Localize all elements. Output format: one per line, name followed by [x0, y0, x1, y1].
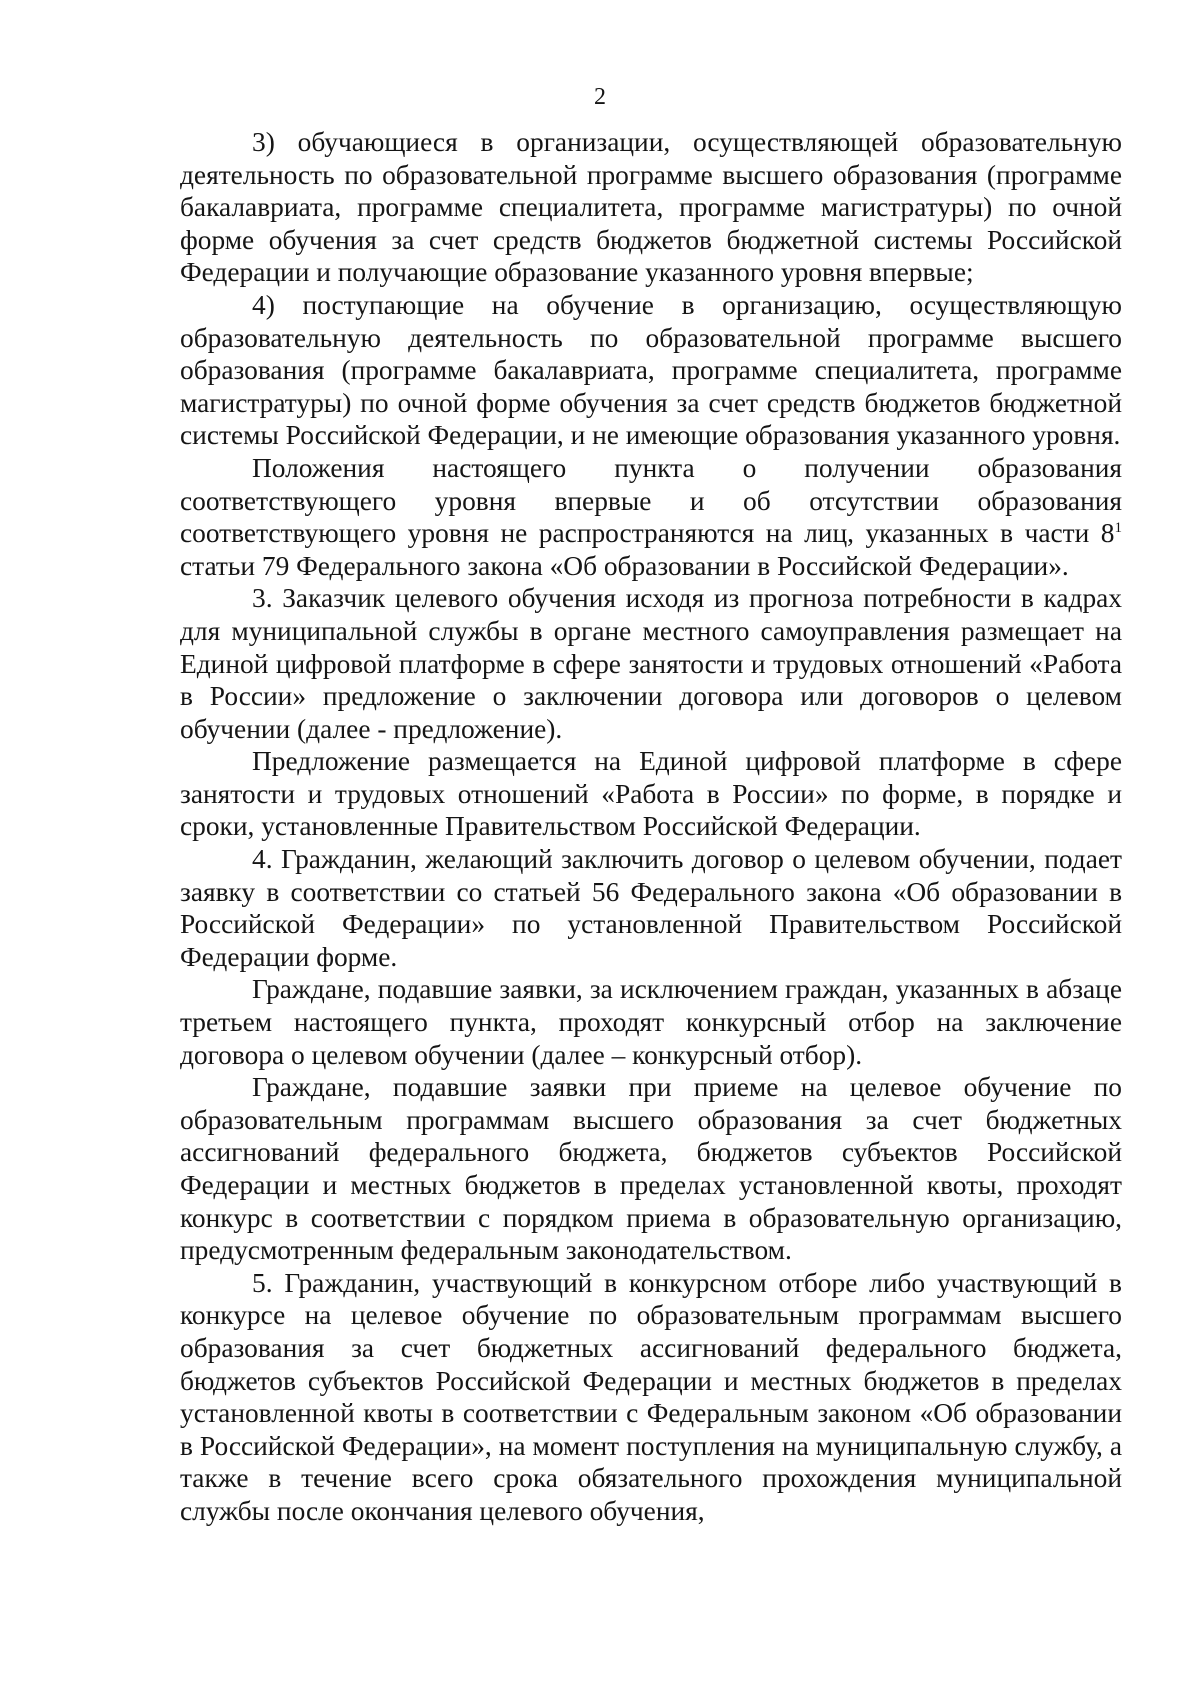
- superscript-part-number: 1: [1114, 520, 1122, 537]
- paragraph-clause-4: 4. Гражданин, желающий заключить договор о целевом обучении, подает заявку в соответствии со статьей 56 Федерального закона «Об образовании в Российской Федерации» по установленной Правительством Российской Федерации форме.: [180, 844, 1122, 972]
- paragraph-provisions-text-end: статьи 79 Федерального закона «Об образовании в Российской Федерации».: [180, 550, 1069, 581]
- paragraph-competitive-selection: Граждане, подавшие заявки, за исключением граждан, указанных в абзаце третьем настоящего пункта, проходят конкурсный отбор на заключение договора о целевом обучении (далее – конкурсный отбор).: [180, 974, 1122, 1070]
- paragraph-clause-5: 5. Гражданин, участвующий в конкурсном отборе либо участвующий в конкурсе на целевое обучение по образовательным программам высшего образования за счет бюджетных ассигнований федерального бюджета, бюджетов субъектов Российской Федерации и местных бюджетов в пределах установленной квоты в соответствии с Федеральным законом «Об образовании в Российской Федерации», на момент поступления на муниципальную службу, а также в течение всего срока обязательного прохождения муниципальной службы после окончания целевого обучения,: [180, 1267, 1122, 1526]
- paragraph-provisions-note: [180, 452, 1122, 582]
- paragraph-clause-3: 3. Заказчик целевого обучения исходя из прогноза потребности в кадрах для муниципальной службы в органе местного самоуправления размещает на Единой цифровой платформе в сфере занятости и трудовых отношений «Работа в России» предложение о заключении договора или договоров о целевом обучении (далее - предложение).: [180, 583, 1122, 744]
- paragraph-item-3: 3) обучающиеся в организации, осуществляющей образовательную деятельность по образовательной программе высшего образования (программе бакалавриата, программе специалитета, программе магистратуры) по очной форме обучения за счет средств бюджетов бюджетной системы Российской Федерации и получающие образование указанного уровня впервые;: [180, 127, 1122, 288]
- paragraph-quota-admission: Граждане, подавшие заявки при приеме на целевое обучение по образовательным программам высшего образования за счет бюджетных ассигнований федерального бюджета, бюджетов субъектов Российской Федерации и местных бюджетов в пределах установленной квоты, проходят конкурс в соответствии с порядком приема в образовательную организацию, предусмотренным федеральным законодательством.: [180, 1072, 1122, 1266]
- document-body: [180, 126, 1122, 1528]
- page-number: 2: [594, 84, 606, 110]
- paragraph-item-4: 4) поступающие на обучение в организацию, осуществляющую образовательную деятельность по образовательной программе высшего образования (программе бакалавриата, программе специалитета, программе магистратуры) по очной форме обучения за счет средств бюджетов бюджетной системы Российской Федерации, и не имеющие образования указанного уровня.: [180, 289, 1122, 451]
- paragraph-provisions-text: Положения настоящего пункта о получении образования соответствующего уровня впервые и об отсутствии образования соответствующего уровня не распространяются на лиц, указанных в части 8: [180, 452, 1122, 549]
- paragraph-offer-placement: Предложение размещается на Единой цифровой платформе в сфере занятости и трудовых отношений «Работа в России» по форме, в порядке и сроки, установленные Правительством Российской Федерации.: [180, 746, 1122, 842]
